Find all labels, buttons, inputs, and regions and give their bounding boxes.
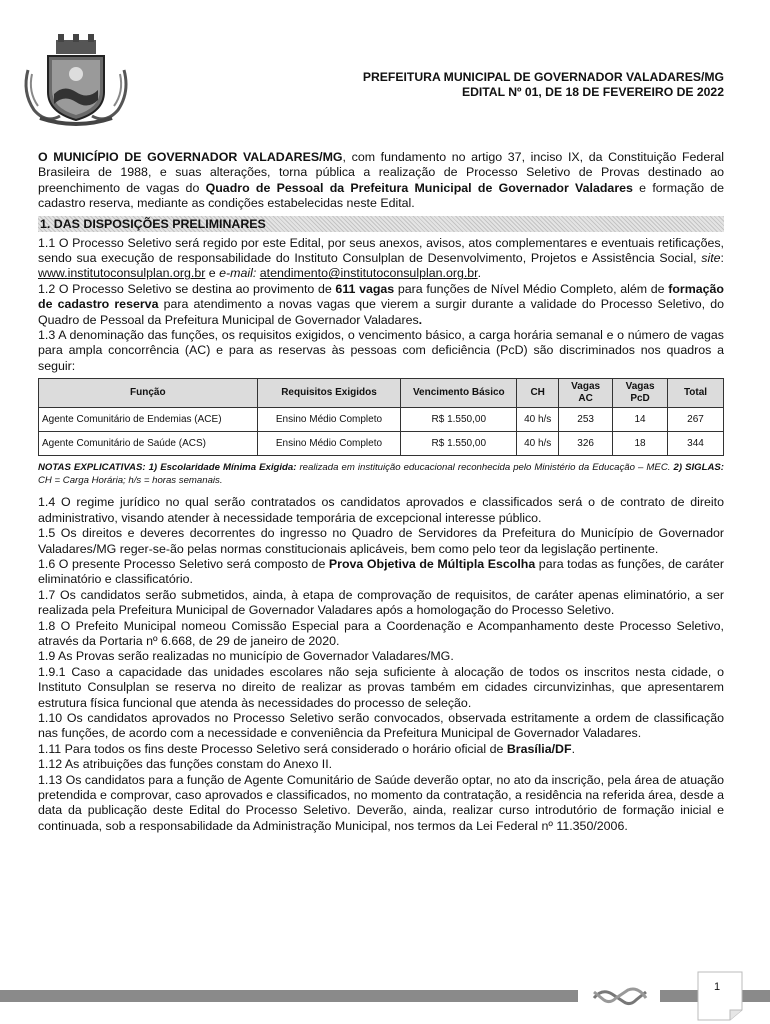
footer-bar-left	[0, 990, 578, 1002]
paragraph-1-4: 1.4 O regime jurídico no qual serão contratados os candidatos aprovados e classificados será o de contrato de direito administrativo, visando atender à necessidade temporária de excepcional interesse público.	[38, 495, 724, 525]
page-number: 1	[713, 981, 721, 993]
paragraph-1-9: 1.9 As Provas serão realizadas no município de Governador Valadares/MG.	[38, 649, 454, 664]
email-label: e-mail:	[219, 266, 257, 281]
col-vagas-ac	[559, 379, 613, 408]
table-notes	[38, 462, 724, 487]
paragraph-1-9-1: 1.9.1 Caso a capacidade das unidades escolares não seja suficiente à alocação de todos os inscritos nesta cidade, o Instituto Consulplan se reserva no direito de realizar as provas também em cidades circunvizinhas, que apresentarem estrutura física funcional que atenda às necessidades do processo de seleção.	[38, 664, 724, 710]
col-vagas-pcd-l2: PcD	[630, 393, 650, 405]
paragraph-1-3: 1.3 A denominação das funções, os requisitos exigidos, o vencimento básico, a carga horária semanal e o número de vagas para ampla concorrência (AC) e para as reservas às pessoas com deficiência (PcD) são discriminados nos quadros a seguir:	[38, 328, 724, 373]
paragraph-1-8: 1.8 O Prefeito Municipal nomeou Comissão Especial para a Coordenação e Acompanhamento deste Processo Seletivo, através da Portaria nº 6.668, de 29 de janeiro de 2020.	[38, 618, 724, 648]
vacancy-table	[38, 378, 724, 456]
cell-requisitos: Ensino Médio Completo	[257, 432, 401, 456]
table-header-row	[39, 379, 724, 408]
cell-ac: 253	[559, 408, 613, 432]
section-title-preliminares: 1. DAS DISPOSIÇÕES PRELIMINARES	[38, 216, 724, 232]
paragraph-1-13: 1.13 Os candidatos para a função de Agente Comunitário de Saúde deverão optar, no ato da inscrição, pela área de atuação pretendida e comprovar, caso aprovados e classificados, no momento da contratação, a residência na referida área, desde a data da publicação deste Edital do Processo Seletivo. Deverão, ainda, realizar curso introdutório de formação inicial e continuada, sob a responsabilidade da Administração Municipal, nos termos da Lei Federal nº 11.350/2006.	[38, 772, 724, 833]
col-vagas-ac-l1: Vagas	[571, 381, 601, 393]
cell-ac: 326	[559, 432, 613, 456]
col-vagas-pcd-l1: Vagas	[625, 381, 655, 393]
notes-text-2: CH = Carga Horária; h/s = horas semanais.	[38, 474, 223, 486]
site-link[interactable]: www.institutoconsulplan.org.br	[38, 266, 206, 281]
paragraph-1-1	[38, 236, 724, 282]
p1-2-cadastro: formação de cadastro reserva	[38, 281, 724, 312]
intro-quadro: Quadro de Pessoal da Prefeitura Municipal de Governador Valadares	[205, 180, 633, 195]
col-funcao: Função	[39, 379, 258, 408]
col-requisitos: Requisitos Exigidos	[257, 379, 401, 408]
notes-text-1: realizada em instituição educacional reconhecida pelo Ministério da Educação – MEC.	[296, 462, 674, 474]
cell-vencimento: R$ 1.550,00	[401, 432, 517, 456]
p1-6-text-2: para todas as funções, de caráter eliminatório e classificatório.	[38, 556, 724, 587]
p1-1-and: e	[205, 266, 220, 281]
site-label: site	[701, 251, 721, 266]
cell-ch: 40 h/s	[517, 432, 559, 456]
cell-pcd: 14	[613, 408, 668, 432]
cell-funcao: Agente Comunitário de Saúde (ACS)	[39, 432, 258, 456]
notes-title: NOTAS EXPLICATIVAS: 1) Escolaridade Mínima Exigida:	[38, 462, 297, 474]
paragraph-1-10: 1.10 Os candidatos aprovados no Processo Seletivo serão convocados, observada estritamente a ordem de classificação nas funções, de acordo com a necessidade e conveniência da Prefeitura Municipal de Governador Valadares.	[38, 710, 724, 741]
handshake-logo-icon	[590, 982, 650, 1010]
paragraph-1-2	[38, 282, 724, 328]
p1-1-colon: :	[720, 251, 724, 266]
intro-paragraph	[38, 150, 724, 212]
document-body	[38, 150, 724, 834]
email-link[interactable]: atendimento@institutoconsulplan.org.br	[259, 266, 478, 281]
p1-2-text-1: 1.2 O Processo Seletivo se destina ao provimento de	[38, 281, 336, 296]
table-row	[39, 432, 724, 456]
cell-requisitos: Ensino Médio Completo	[257, 408, 401, 432]
notes-siglas: 2) SIGLAS:	[673, 462, 724, 474]
p1-6-prova: Prova Objetiva de Múltipla Escolha	[328, 556, 536, 571]
intro-text-1: , com fundamento no artigo 37, inciso IX, da Constituição Federal Brasileira de 1988, e suas alterações, torna pública a realização de Processo Seletivo de Provas destinado ao preenchimento de vagas do	[38, 150, 724, 195]
header-title: PREFEITURA MUNICIPAL DE GOVERNADOR VALADARES/MG	[362, 70, 724, 84]
col-vagas-ac-l2: AC	[578, 393, 593, 405]
document-header	[363, 70, 724, 100]
paragraph-1-11	[38, 742, 724, 757]
col-vagas-pcd	[613, 379, 668, 408]
cell-total: 344	[668, 432, 724, 456]
p1-2-text-2: para funções de Nível Médio Completo, além de	[394, 281, 669, 296]
col-vencimento: Vencimento Básico	[401, 379, 517, 408]
cell-total: 267	[668, 408, 724, 432]
cell-funcao: Agente Comunitário de Endemias (ACE)	[39, 408, 258, 432]
page-corner-icon	[696, 970, 744, 1022]
cell-pcd: 18	[613, 432, 668, 456]
p1-2-period: .	[418, 312, 423, 327]
paragraph-1-7: 1.7 Os candidatos serão submetidos, ainda, à etapa de comprovação de requisitos, de caráter apenas eliminatório, a ser realizada pela Prefeitura Municipal de Governador Valadares após a homologação do Processo Seletivo.	[38, 587, 724, 618]
p1-1-text: 1.1 O Processo Seletivo será regido por este Edital, por seus anexos, avisos, atos complementares e eventuais retificações, sendo sua execução de responsabilidade do Instituto Consulplan de Desenvolvimento, Projetos e Assistência Social,	[38, 235, 724, 266]
intro-municipality: O MUNICÍPIO DE GOVERNADOR VALADARES/MG	[38, 150, 343, 164]
intro-text-2: e formação de cadastro reserva, mediante as condições estabelecidas neste Edital.	[38, 180, 725, 211]
p1-2-text-3: para atendimento a novas vagas que vierem a surgir durante a validade do Processo Seletivo, do Quadro de Pessoal da Prefeitura Municipal de Governador Valadares	[38, 297, 724, 327]
p1-11-brasilia: Brasília/DF	[506, 741, 572, 756]
col-total: Total	[668, 379, 724, 408]
p1-1-period: .	[477, 266, 482, 281]
cell-ch: 40 h/s	[517, 408, 559, 432]
p1-6-text-1: 1.6 O presente Processo Seletivo será composto de	[38, 556, 329, 571]
paragraph-1-12: 1.12 As atribuições das funções constam do Anexo II.	[38, 757, 333, 772]
paragraph-1-5: 1.5 Os direitos e deveres decorrentes do ingresso no Quadro de Servidores da Prefeitura do Município de Governador Valadares/MG reger-se-ão pelas normas constitucionais aplicáveis, bem como pelo teor da legislação pertinente.	[38, 526, 724, 556]
col-ch: CH	[517, 379, 559, 408]
header-edital: EDITAL Nº 01, DE 18 DE FEVEREIRO DE 2022	[461, 85, 724, 99]
table-row	[39, 408, 724, 432]
paragraph-1-6	[38, 557, 724, 588]
p1-11-period: .	[571, 741, 576, 756]
cell-vencimento: R$ 1.550,00	[401, 408, 517, 432]
municipal-crest-icon	[20, 30, 132, 130]
p1-2-vagas: 611 vagas	[335, 281, 395, 296]
p1-11-text-1: 1.11 Para todos os fins deste Processo Seletivo será considerado o horário oficial de	[38, 741, 507, 756]
